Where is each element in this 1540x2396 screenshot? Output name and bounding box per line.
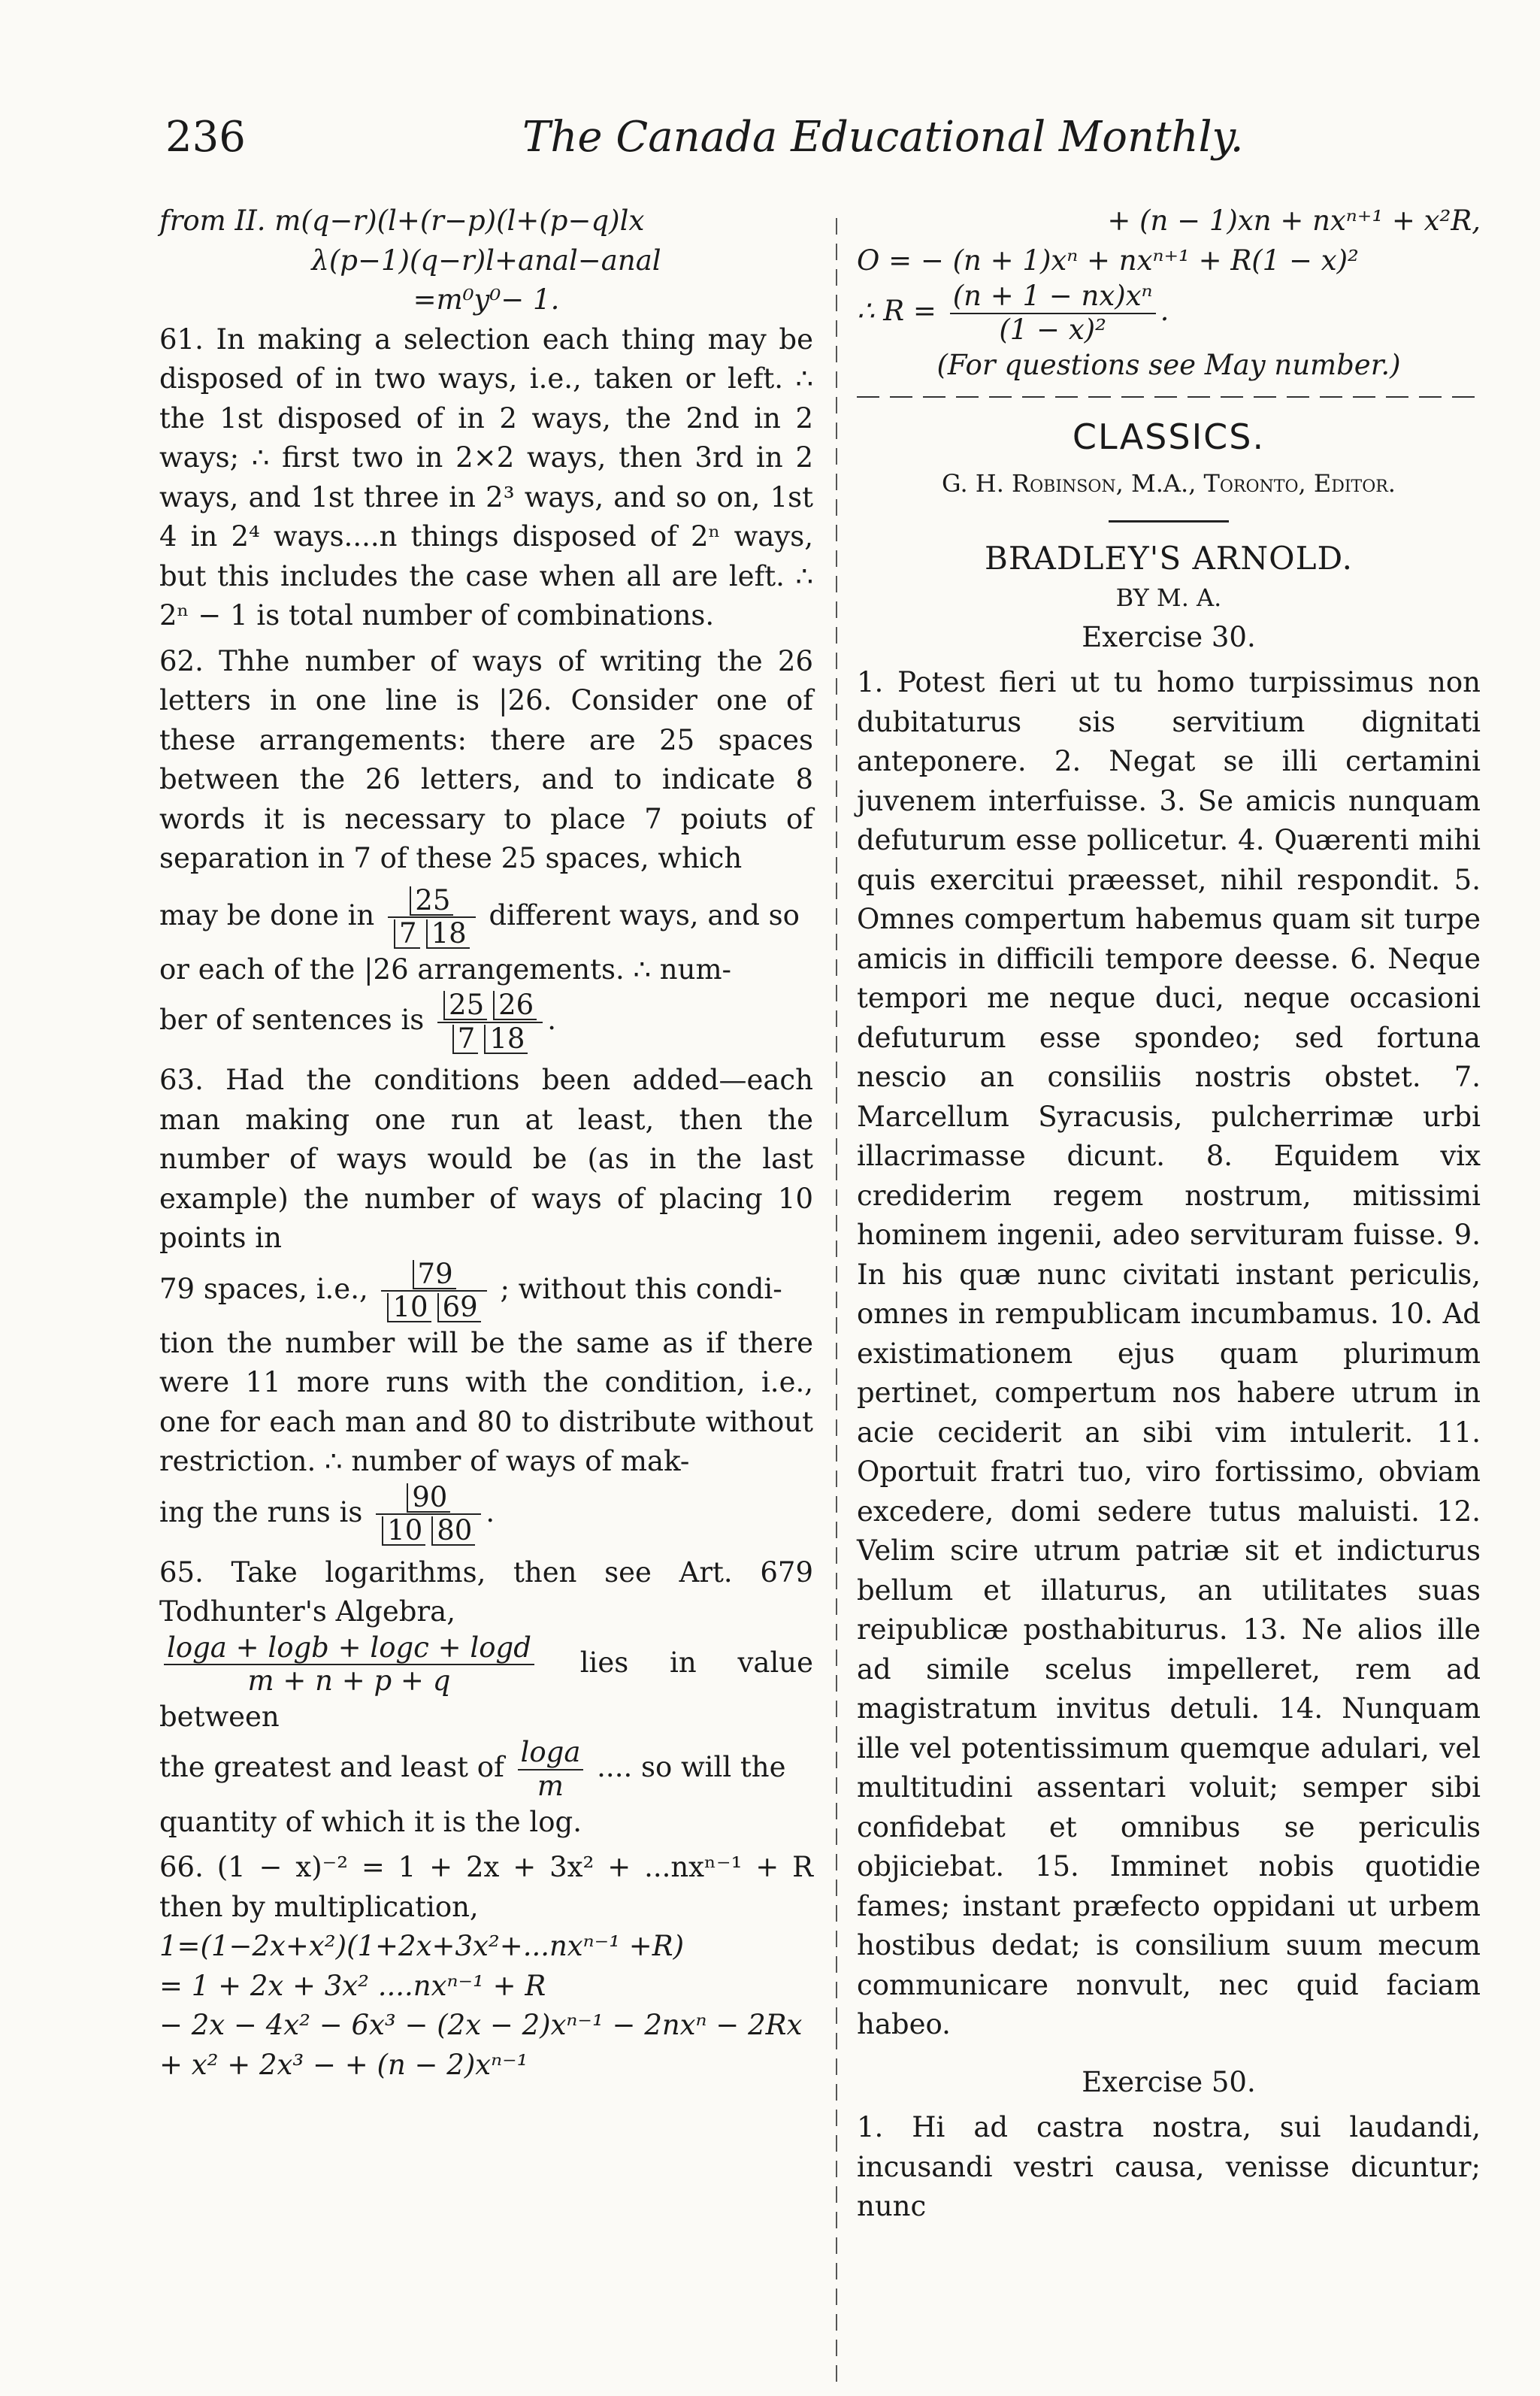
right-column (857, 201, 1481, 2227)
formula-line: = 1 + 2x + 3x² ....nxⁿ⁻¹ + R (159, 1969, 546, 2002)
paragraph-65-end: quantity of which it is the log. (159, 1805, 582, 1838)
paragraph-63-fraction-line: 79 spaces, i.e., $\frac{79}{10 69}$ ; without this condi- (159, 1257, 782, 1324)
article-title: BRADLEY'S ARNOLD. (985, 539, 1353, 577)
formula-line: O = − (n + 1)xⁿ + nxⁿ⁺¹ + R(1 − x)² (857, 244, 1359, 277)
paragraph-63-text: tion the number will be the same as if there were 11 more runs with the condition, i.e., one for each man and 80 to distribute without restriction. ∴ number of ways of mak- (159, 1326, 813, 1478)
column-divider (836, 218, 837, 2383)
exercise-50-text: 1. Hi ad castra nostra, sui laudandi, incusandi vestri causa, venisse dicuntur; nunc (857, 2111, 1481, 2223)
paragraph-65-formula: $\frac{\log a + \log b + \log c + \log d}{m + n + p + q}$ lies in value between (159, 1631, 814, 1733)
formula-line: from II. m(q−r)(l+(r−p)(l+(p−q)lx (159, 204, 645, 237)
log-fraction: $\frac{\log a + \log b + \log c + \log d}{m + n + p + q}$ (164, 1632, 534, 1698)
formula-line: =m⁰y⁰− 1. (413, 283, 560, 316)
formula-line: + x² + 2x³ − + (n − 2)xⁿ⁻¹ (159, 2048, 528, 2081)
paragraph-61: 61. In making a selection each thing may be disposed of in two ways, i.e., taken or left. ∴ the 1st disposed of in 2 ways, the 2nd in 2 ways; ∴ first two in 2×2 ways, then 3rd in 2 ways, and 1st three in 2³ ways, and so on, 1st 4 in 2⁴ ways....n things disposed of 2ⁿ ways, but this includes the case when all are left. ∴ 2ⁿ − 1 is total number of combinations. (159, 323, 813, 632)
formula-line: 1=(1−2x+x²)(1+2x+3x²+...nxⁿ⁻¹ +R) (159, 1930, 685, 1963)
log-fraction: $\frac{\log a}{m}$ (518, 1737, 584, 1802)
formula-line: λ(p−1)(q−r)l+anal−anal (311, 244, 661, 277)
factorial-fraction: $\frac{25 26}{7 18}$ (437, 989, 543, 1055)
factorial-fraction: $\frac{79}{10 69}$ (381, 1259, 486, 1324)
formula-line: + (n − 1)xn + nxⁿ⁺¹ + x²R, (1107, 204, 1481, 237)
page-number: 236 (165, 113, 246, 162)
running-title: The Canada Educational Monthly. (522, 113, 1244, 162)
short-rule (1109, 520, 1229, 523)
paragraph-62-line: or each of the |26 arrangements. ∴ num- (159, 953, 732, 986)
exercise-30-text: 1. Potest fieri ut tu homo turpissimus non dubitaturus sis servitium dignitati anteponere. 2. Negat se illi certamini juvenem interfuisse. 3. Se amicis nunquam defuturum esse pollicetur. 4. Quærenti mihi quis exercitui præesset, nihil respondit. 5. Omnes compertum habemus quam sit turpe amicis in difficili tempore deesse. 6. Neque tempori me neque duci, neque occasioni defuturum esse spondeo; sed fortuna nescio an consiliis nostris obstet. 7. Marcellum Syracusis, pulcherrimæ urbi illacrimasse dicunt. 8. Equidem vix crediderim regem nostrum, mitissimi hominem ingenii, adeo servituram fuisse. 9. In his quæ nunc civitati instant periculis, omnes in rempublicam incumbamus. 10. Ad existimationem ejus quam plurimum pertinet, compertum nos habere utrum in acie ceciderit an sibi vim intulerit. 11. Oportuit fratri tuo, viro fortissimo, obviam excedere, domi sedere tutus maluisti. 12. Velim scire utrum patriæ sit et indicturus bellum et illaturus, an utilitates suas reipublicæ posthabiturus. 13. Ne alios ille ad simile scelus impelleret, rem ad magistratum invitus detuli. 14. Nunquam ille vel potentissimum quemque adulari, vel multitudini assentari voluit; semper sibi confidebat et omnibus se periculis objiciebat. 15. Imminet nobis quotidie fames; instant præfecto oppidani ut urbem hostibus dedat; is consilium suum mecum communicare nonvult, nec quid faciam habeo. (857, 666, 1481, 2041)
paragraph-62-fraction-line: may be done in $\frac{25}{7 18}$ different ways, and so (159, 883, 800, 950)
exercise-heading: Exercise 30. (1082, 620, 1256, 653)
paragraph-62: 62. Thhe number of ways of writing the 26 letters in one line is |26. Consider one of these arrangements: there are 25 spaces between the 26 letters, and to indicate 8 words it is necessary to place 7 poiuts of separation in 7 of these 25 spaces, which (159, 644, 813, 874)
page-header (165, 113, 1511, 180)
paragraph-62-fraction-line: ber of sentences is $\frac{25 26}{7 18}$ . (159, 989, 556, 1055)
formula-line: ∴ R = $\frac{\text{(n + 1 − nx)xⁿ}}{\text{(1 − x)²}}$ . (857, 280, 1169, 346)
paragraph-63-fraction-line: ing the runs is $\frac{90}{10 80}$ . (159, 1480, 495, 1547)
factorial-fraction: $\frac{25}{7 18}$ (388, 885, 476, 950)
left-column (159, 201, 813, 2085)
section-heading: CLASSICS. (1072, 416, 1266, 457)
questions-note: (For questions see May number.) (936, 349, 1401, 382)
byline: BY M. A. (1115, 583, 1222, 613)
editor-line: G. H. Robinson, M.A., Toronto, Editor. (942, 469, 1396, 498)
paragraph-66: 66. (1 − x)⁻² = 1 + 2x + 3x² + ...nxⁿ⁻¹ + R then by multiplication, (159, 1851, 813, 1923)
solution-fraction: $\frac{\text{(n + 1 − nx)xⁿ}}{\text{(1 − x)²}}$ (950, 280, 1156, 346)
paragraph-63: 63. Had the conditions been added—each man making one run at least, then the number of ways would be (as in the last example) the number of ways of placing 10 points in (159, 1064, 813, 1255)
exercise-heading: Exercise 50. (1082, 2065, 1256, 2098)
section-divider (857, 396, 1481, 398)
formula-line: − 2x − 4x² − 6x³ − (2x − 2)xⁿ⁻¹ − 2nxⁿ − 2Rx (159, 2009, 803, 2042)
factorial-fraction: $\frac{90}{10 80}$ (376, 1482, 481, 1547)
paragraph-65: 65. Take logarithms, then see Art. 679 Todhunter's Algebra, (159, 1555, 813, 1628)
paragraph-65-line: the greatest and least of $\frac{\log a}{m}$ .... so will the (159, 1736, 786, 1803)
